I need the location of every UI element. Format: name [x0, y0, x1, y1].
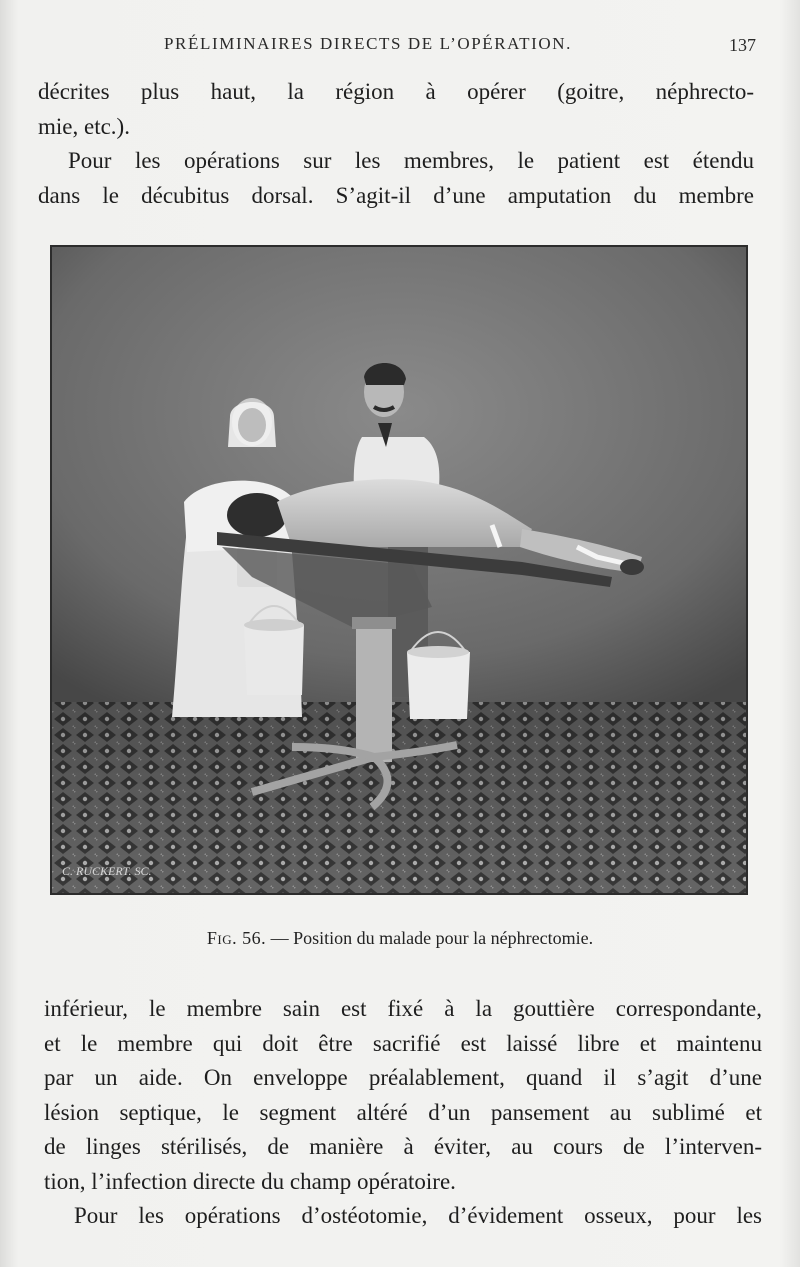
text-line: de linges stérilisés, de manière à éviter, au cours de l’interven- [44, 1134, 762, 1159]
running-head [40, 34, 756, 58]
operating-scene-illustration [52, 247, 746, 893]
figure-caption [0, 928, 800, 949]
text-line: inférieur, le membre sain est fixé à la gouttière correspondante, [44, 996, 762, 1021]
figure-label: Fig. 56. [206, 928, 267, 948]
engraver-signature: C. RUCKERT. SC. [62, 864, 152, 878]
left-bucket [244, 606, 304, 695]
text-line: lésion septique, le segment altéré d’un pansement au sublimé et [44, 1099, 762, 1125]
text-line: par un aide. On enveloppe préalablement, quand il s’agit d’une [44, 1065, 762, 1090]
text-line: tion, l’infection directe du champ opératoire. [44, 1168, 456, 1194]
body-text-bottom [44, 992, 762, 1234]
text-line: Pour les opérations sur les membres, le patient est étendu [68, 148, 754, 173]
caption-text: — Position du malade pour la néphrectomie. [266, 928, 594, 948]
body-text-top [38, 75, 754, 213]
text-line: Pour les opérations d’ostéotomie, d’évidement osseux, pour les [74, 1203, 762, 1228]
figure-photograph [50, 245, 748, 895]
text-line: décrites plus haut, la région à opérer (goitre, néphrecto- [38, 79, 754, 104]
text-line: mie, etc.). [38, 113, 130, 139]
text-line: et le membre qui doit être sacrifié est laissé libre et maintenu [44, 1030, 762, 1056]
running-title: PRÉLIMINAIRES DIRECTS DE L’OPÉRATION. [164, 34, 573, 53]
text-line: dans le décubitus dorsal. S’agit-il d’une amputation du membre [38, 182, 754, 208]
page-number: 137 [729, 35, 756, 55]
